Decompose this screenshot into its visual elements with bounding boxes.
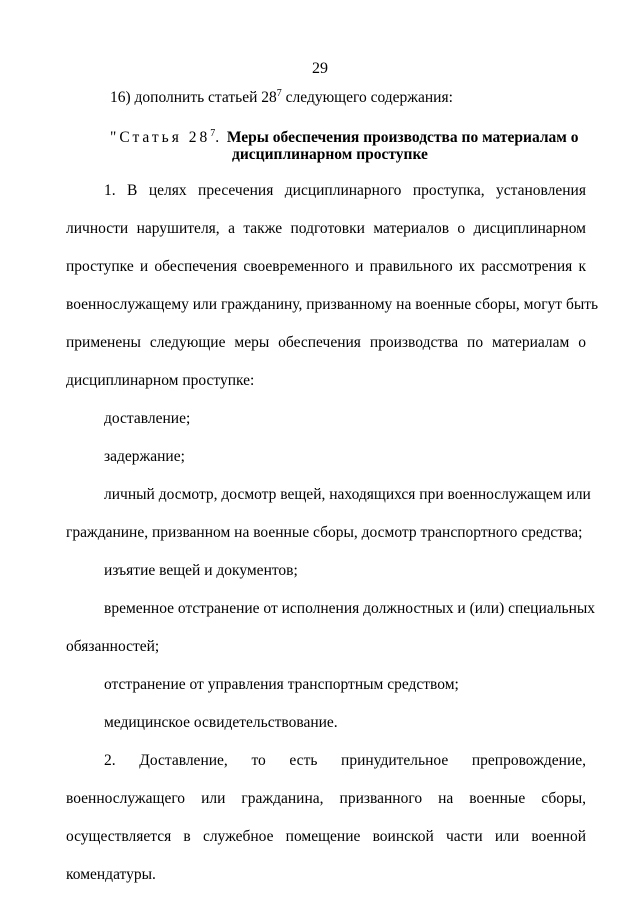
- article-label: "Статья 28: [110, 129, 211, 147]
- para1-line: военнослужащему или гражданину, призванному на военные сборы, могут быть: [66, 296, 599, 313]
- article-superscript: 7: [210, 128, 216, 139]
- measure-item-cont: гражданине, призванном на военные сборы, досмотр транспортного средства;: [66, 524, 583, 541]
- para1-line: 1. В целях пресечения дисциплинарного проступка, установления: [104, 182, 586, 199]
- measure-item: личный досмотр, досмотр вещей, находящихся при военнослужащем или: [104, 486, 591, 503]
- para1-line: дисциплинарном проступке:: [66, 372, 255, 389]
- para2-line: 2. Доставление, то есть принудительное препровождение,: [104, 752, 586, 769]
- measure-item: медицинское освидетельствование.: [104, 714, 338, 731]
- para2-line: военнослужащего или гражданина, призванного на военные сборы,: [66, 790, 586, 807]
- para1-line: личности нарушителя, а также подготовки материалов о дисциплинарном: [66, 220, 586, 237]
- article-dot: .: [215, 129, 220, 147]
- amendment-intro-line: [110, 88, 453, 107]
- measure-item: временное отстранение от исполнения должностных и (или) специальных: [104, 600, 596, 617]
- measure-item-cont: обязанностей;: [66, 638, 160, 655]
- intro-superscript: 7: [276, 88, 282, 99]
- measure-item: отстранение от управления транспортным средством;: [104, 676, 459, 693]
- article-title-line1: Меры обеспечения производства по материалам о: [226, 129, 579, 147]
- intro-text: 16) дополнить статьей 28: [110, 89, 277, 107]
- para2-line: комендатуры.: [66, 866, 156, 883]
- measure-item: задержание;: [104, 448, 185, 465]
- article-title-line2: дисциплинарном проступке: [232, 146, 428, 163]
- page-number: 29: [312, 60, 328, 77]
- para1-line: применены следующие меры обеспечения производства по материалам о: [66, 334, 586, 351]
- measure-item: изъятие вещей и документов;: [104, 562, 298, 579]
- article-body: [66, 172, 599, 894]
- measure-item: доставление;: [104, 410, 191, 427]
- para2-line: осуществляется в служебное помещение воинской части или военной: [66, 828, 586, 845]
- para1-line: проступке и обеспечения своевременного и правильного их рассмотрения к: [66, 258, 586, 275]
- intro-tail: следующего содержания:: [281, 89, 453, 107]
